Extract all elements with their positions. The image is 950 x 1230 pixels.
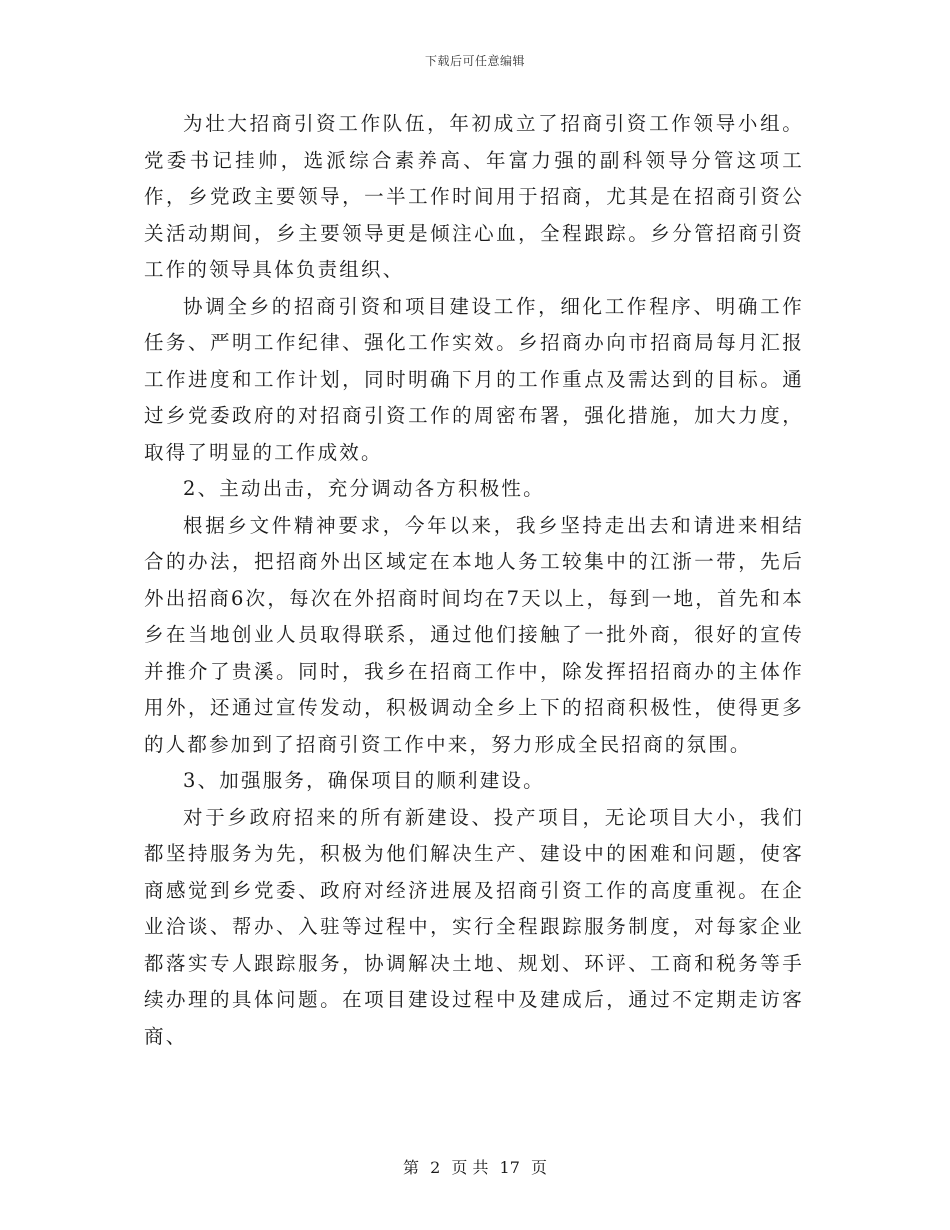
footer-prefix: 第 [402,1158,419,1177]
page-footer [0,1155,950,1178]
paragraph-4: 对于乡政府招来的所有新建设、投产项目，无论项目大小，我们都坚持服务为先，积极为他们解决生产、建设中的困难和问题，使客商感觉到乡党委、政府对经济进展及招商引资工作的高度重视。在企业洽谈、帮办、入驻等过程中，实行全程跟踪服务制度，对每家企业都落实专人跟踪服务，协调解决土地、规划、环评、工商和税务等手续办理的具体问题。在项目建设过程中及建成后，通过不定期走访客商、 [144,805,804,1048]
section-heading-2: 2、主动出击，充分调动各方积极性。 [183,477,545,500]
paragraph-1: 为壮大招商引资工作队伍，年初成立了招商引资工作领导小组。党委书记挂帅，选派综合素养高、年富力强的副科领导分管这项工作，乡党政主要领导，一半工作时间用于招商，尤其是在招商引资公关活动期间，乡主要领导更是倾注心血，全程跟踪。乡分管招商引资工作的领导具体负责组织、 [144,112,804,281]
footer-total-pages: 17 [499,1158,520,1177]
page-header-note: 下载后可任意编辑 [424,54,525,68]
footer-middle: 页 共 [451,1158,489,1177]
footer-page-number: 2 [430,1158,441,1177]
paragraph-3: 根据乡文件精神要求，今年以来，我乡坚持走出去和请进来相结合的办法，把招商外出区域定在本地人务工较集中的江浙一带，先后外出招商6次，每次在外招商时间均在7天以上，每到一地，首先和本乡在当地创业人员取得联系，通过他们接触了一批外商，很好的宣传并推介了贵溪。同时，我乡在招商工作中，除发挥招招商办的主体作用外，还通过宣传发动，积极调动全乡上下的招商积极性，使得更多的人都参加到了招商引资工作中来，努力形成全民招商的氛围。 [144,513,804,756]
paragraph-2: 协调全乡的招商引资和项目建设工作，细化工作程序、明确工作任务、严明工作纪律、强化工作实效。乡招商办向市招商局每月汇报工作进度和工作计划，同时明确下月的工作重点及需达到的目标。通过乡党委政府的对招商引资工作的周密布署，强化措施，加大力度，取得了明显的工作成效。 [144,294,804,464]
section-heading-3: 3、加强服务，确保项目的顺利建设。 [183,769,545,792]
footer-suffix: 页 [531,1158,548,1177]
document-body [144,106,804,1055]
